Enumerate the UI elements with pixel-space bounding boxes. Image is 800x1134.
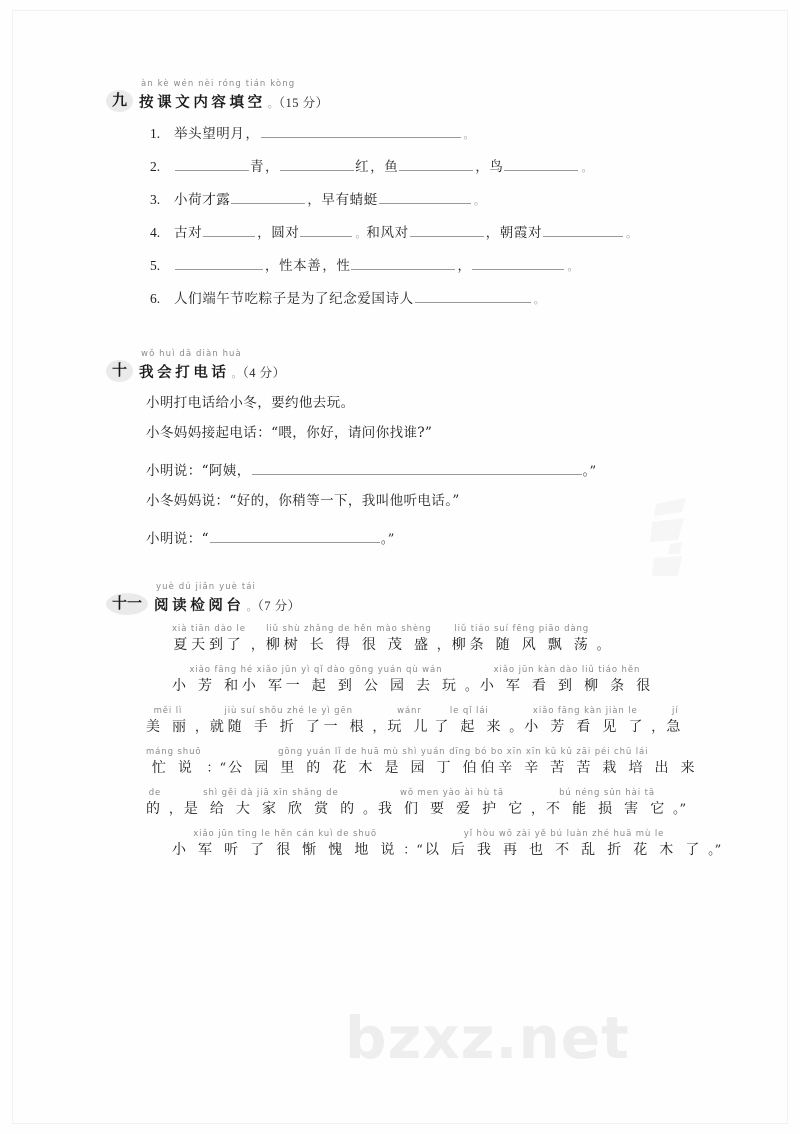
pinyin-annotation: xiǎo jūn tīng le hěn cán kuì de shuō bbox=[193, 829, 377, 839]
dialog-text: 小明说：“ bbox=[146, 531, 209, 547]
passage-line bbox=[146, 746, 706, 787]
answer-blank[interactable] bbox=[261, 124, 461, 138]
period-punctuation: 。 bbox=[533, 293, 545, 306]
passage-punctuation: 。 bbox=[596, 638, 610, 653]
pinyin-ruby-run bbox=[146, 705, 190, 738]
section-header-9 bbox=[108, 80, 708, 112]
passage-punctuation: ， bbox=[372, 720, 386, 735]
phone-dialog-block bbox=[146, 391, 708, 557]
pinyin-annotation: xiǎo fāng kàn jiàn le bbox=[532, 706, 638, 716]
dialog-line bbox=[146, 391, 708, 421]
pinyin-annotation: le qǐ lái bbox=[449, 706, 489, 716]
passage-punctuation: ：“ bbox=[403, 843, 423, 858]
passage-punctuation: 。 bbox=[509, 720, 523, 735]
hanzi-text: 了 起 来 bbox=[434, 719, 505, 735]
section-pinyin-11: yuè dú jiǎn yuè tái bbox=[156, 582, 257, 592]
fill-in-blank-list bbox=[150, 122, 708, 320]
pinyin-ruby-run bbox=[524, 705, 646, 738]
pinyin-annotation: xiǎo jūn kàn dào liǔ tiáo hěn bbox=[493, 665, 641, 675]
section-number-10: 十 bbox=[108, 358, 131, 382]
pinyin-ruby-run bbox=[172, 623, 246, 656]
pinyin-ruby-run bbox=[425, 828, 703, 861]
section-title-9: 按课文内容填空 bbox=[139, 95, 266, 111]
dialog-text: 小明打电话给小冬，要约他去玩。 bbox=[146, 395, 355, 411]
hanzi-text: 玩 儿 bbox=[387, 719, 432, 735]
pinyin-annotation: xiǎo fāng hé xiǎo jūn yì qǐ dào gōng yuán qù wán bbox=[189, 665, 443, 675]
passage-punctuation: ， bbox=[436, 638, 450, 653]
pinyin-annotation: wǒ men yào ài hù tā bbox=[399, 788, 504, 798]
passage-line bbox=[146, 623, 706, 664]
fill-blank-row bbox=[150, 188, 708, 221]
answer-blank[interactable] bbox=[300, 223, 352, 237]
item-text: 早有蜻蜓 bbox=[321, 192, 378, 208]
section-pinyin-9: àn kè wén nèi róng tián kòng bbox=[141, 79, 296, 89]
hanzi-text: 公 园 里 的 花 木 是 园 丁 伯伯辛 辛 苦 苦 栽 培 出 来 bbox=[228, 760, 699, 776]
pinyin-ruby-run bbox=[434, 705, 504, 738]
pinyin-ruby-run bbox=[210, 705, 368, 738]
pinyin-annotation: wánr bbox=[397, 706, 422, 716]
corner-watermark-icon bbox=[648, 496, 718, 586]
answer-blank[interactable] bbox=[472, 256, 564, 270]
answer-blank[interactable] bbox=[399, 157, 473, 171]
dialog-line bbox=[146, 527, 708, 557]
passage-punctuation: ， bbox=[168, 802, 182, 817]
comma-punctuation: ， bbox=[265, 160, 279, 175]
pinyin-annotation: jiù suí shǒu zhé le yì gēn bbox=[224, 706, 353, 716]
hanzi-text: 小 军 看 到 柳 条 很 bbox=[479, 678, 654, 694]
passage-punctuation: 。 bbox=[464, 679, 478, 694]
item-text: 性本善 bbox=[279, 258, 322, 274]
section-score-10: （4 分） bbox=[242, 366, 286, 380]
passage-punctuation: ， bbox=[531, 802, 545, 817]
passage-line bbox=[146, 828, 722, 869]
answer-blank[interactable] bbox=[175, 256, 263, 270]
comma-punctuation: ， bbox=[485, 226, 499, 241]
fill-blank-row bbox=[150, 155, 708, 188]
comma-punctuation: ， bbox=[257, 226, 271, 241]
pinyin-ruby-run bbox=[146, 787, 164, 820]
hanzi-text: 柳条 随 风 飘 荡 bbox=[451, 637, 592, 653]
pinyin-ruby-run bbox=[546, 787, 668, 820]
pinyin-ruby-run bbox=[666, 705, 684, 738]
comma-punctuation: ， bbox=[245, 127, 259, 142]
pinyin-annotation: liǔ tiáo suí fēng piāo dàng bbox=[454, 624, 590, 634]
section-title-10: 我会打电话 bbox=[139, 365, 230, 381]
comma-punctuation: ， bbox=[475, 160, 489, 175]
answer-blank[interactable] bbox=[379, 190, 471, 204]
answer-blank[interactable] bbox=[231, 190, 305, 204]
period-punctuation: 。 bbox=[473, 194, 485, 207]
fill-blank-row bbox=[150, 287, 708, 320]
fill-blank-row bbox=[150, 254, 708, 287]
hanzi-text: 是 给 大 家 欣 赏 的 bbox=[183, 801, 358, 817]
hanzi-text: 柳树 长 得 很 茂 盛 bbox=[265, 637, 432, 653]
item-text: 青 bbox=[250, 159, 265, 175]
comma-punctuation: ， bbox=[307, 193, 321, 208]
dialog-line bbox=[146, 489, 708, 519]
pinyin-ruby-run bbox=[266, 623, 432, 656]
pinyin-ruby-run bbox=[146, 746, 201, 779]
passage-punctuation: ：“ bbox=[206, 761, 227, 776]
dialog-text: 小明说：“阿姨， bbox=[146, 463, 251, 479]
answer-blank[interactable] bbox=[203, 223, 255, 237]
item-text: 鸟 bbox=[489, 159, 504, 175]
hanzi-text: 就随 手 折 了一 根 bbox=[209, 719, 368, 735]
passage-punctuation: 。 bbox=[362, 802, 376, 817]
dialog-text: 小冬妈妈接起电话：“喂，你好，请问你找谁?” bbox=[146, 425, 433, 441]
period-punctuation: 。 bbox=[581, 161, 593, 174]
item-text: 举头望明月 bbox=[174, 126, 245, 142]
section-title-11: 阅读检阅台 bbox=[154, 598, 245, 614]
comma-punctuation: ， bbox=[457, 259, 471, 274]
comma-punctuation: ， bbox=[265, 259, 279, 274]
hanzi-text: 夏天到了 bbox=[173, 637, 245, 653]
section-score-11: （7 分） bbox=[257, 599, 301, 613]
answer-blank[interactable] bbox=[175, 157, 249, 171]
pinyin-annotation: gōng yuán lǐ de huā mù shì yuán dīng bó bo xīn xīn kǔ kǔ zāi péi chū lái bbox=[278, 747, 649, 757]
answer-blank[interactable] bbox=[543, 223, 623, 237]
item-number: 3. bbox=[150, 192, 161, 207]
pinyin-ruby-run bbox=[184, 787, 358, 820]
reading-passage bbox=[146, 623, 722, 869]
passage-punctuation: ， bbox=[194, 720, 208, 735]
pinyin-annotation: shì gěi dà jiā xīn shǎng de bbox=[203, 788, 339, 798]
pinyin-ruby-run bbox=[480, 664, 654, 697]
dialog-closing-punctuation: 。” bbox=[582, 464, 597, 479]
answer-blank[interactable] bbox=[504, 157, 578, 171]
item-text: 小荷才露 bbox=[174, 192, 231, 208]
passage-line bbox=[146, 664, 706, 705]
pinyin-annotation: de bbox=[148, 788, 162, 798]
item-text: 人们端午节吃粽子是为了纪念爱国诗人 bbox=[174, 291, 414, 307]
pinyin-annotation: jí bbox=[671, 706, 679, 716]
comma-punctuation: ， bbox=[322, 259, 336, 274]
answer-blank[interactable] bbox=[210, 529, 380, 543]
pinyin-annotation: máng shuō bbox=[146, 747, 202, 757]
passage-line bbox=[146, 787, 706, 828]
item-text: 鱼 bbox=[384, 159, 399, 175]
passage-punctuation: 。” bbox=[673, 802, 687, 817]
dialog-closing-punctuation: 。” bbox=[380, 532, 395, 547]
answer-blank[interactable] bbox=[280, 157, 354, 171]
pinyin-ruby-run bbox=[388, 705, 432, 738]
section-number-9: 九 bbox=[108, 88, 131, 112]
period-punctuation: 。 bbox=[463, 128, 475, 141]
section-title-period-10: 。 bbox=[231, 367, 243, 380]
passage-punctuation: 。” bbox=[708, 843, 722, 858]
hanzi-text: 小 军 听 了 很 惭 愧 地 说 bbox=[172, 842, 399, 858]
dialog-line bbox=[146, 459, 708, 489]
answer-blank[interactable] bbox=[252, 461, 582, 475]
pinyin-ruby-run bbox=[172, 664, 460, 697]
pinyin-annotation: liǔ shù zhǎng de hěn mào shèng bbox=[266, 624, 432, 634]
answer-blank[interactable] bbox=[351, 256, 455, 270]
hanzi-text: 的 bbox=[146, 801, 164, 817]
passage-punctuation: ， bbox=[651, 720, 665, 735]
item-number: 6. bbox=[150, 291, 161, 306]
section-number-11: 十一 bbox=[108, 591, 146, 615]
section-header-10 bbox=[108, 350, 708, 382]
hanzi-text: 以 后 我 再 也 不 乱 折 花 木 了 bbox=[424, 842, 704, 858]
section-title-block-10 bbox=[139, 350, 286, 382]
pinyin-ruby-run bbox=[172, 828, 398, 861]
item-text: 性 bbox=[336, 258, 351, 274]
hanzi-text: 忙 说 bbox=[151, 760, 196, 776]
comma-punctuation: ， bbox=[370, 160, 384, 175]
passage-line bbox=[146, 705, 706, 746]
item-number: 5. bbox=[150, 258, 161, 273]
pinyin-annotation: xià tiān dào le bbox=[172, 624, 246, 634]
hanzi-text: 不 能 损 害 它 bbox=[546, 801, 669, 817]
pinyin-annotation: yǐ hòu wǒ zài yě bú luàn zhé huā mù le bbox=[463, 829, 665, 839]
pinyin-ruby-run bbox=[228, 746, 698, 779]
section-title-block-11 bbox=[154, 583, 301, 615]
item-text: 红 bbox=[355, 159, 370, 175]
section-pinyin-10: wǒ huì dǎ diàn huà bbox=[141, 349, 242, 359]
item-text: 古对 bbox=[174, 225, 203, 241]
dialog-text: 小冬妈妈说：“好的，你稍等一下，我叫他听电话。” bbox=[146, 493, 460, 509]
pinyin-annotation: měi lì bbox=[153, 706, 183, 716]
answer-blank[interactable] bbox=[415, 289, 531, 303]
period-punctuation: 。 bbox=[355, 227, 367, 240]
item-text: 朝霞对 bbox=[499, 225, 543, 241]
section-title-period-9: 。 bbox=[267, 97, 279, 110]
hanzi-text: 小 芳 看 见 了 bbox=[524, 719, 647, 735]
period-punctuation: 。 bbox=[567, 260, 579, 273]
answer-blank[interactable] bbox=[410, 223, 484, 237]
section-header-11 bbox=[108, 583, 708, 615]
pinyin-ruby-run bbox=[452, 623, 592, 656]
period-punctuation: 。 bbox=[626, 227, 638, 240]
hanzi-text: 小 芳 和小 军一 起 到 公 园 去 玩 bbox=[172, 678, 460, 694]
site-watermark: bzxz.net bbox=[345, 1004, 630, 1072]
dialog-line bbox=[146, 421, 708, 451]
hanzi-text: 美 丽 bbox=[146, 719, 190, 735]
hanzi-text: 急 bbox=[666, 719, 685, 735]
pinyin-ruby-run bbox=[378, 787, 526, 820]
item-text: 圆对 bbox=[271, 225, 300, 241]
section-score-9: （15 分） bbox=[278, 96, 329, 110]
item-number: 4. bbox=[150, 225, 161, 240]
item-text: 和风对 bbox=[366, 225, 409, 241]
fill-blank-row bbox=[150, 221, 708, 254]
item-number: 1. bbox=[150, 126, 161, 141]
hanzi-text: 我 们 要 爱 护 它 bbox=[377, 801, 527, 817]
fill-blank-row bbox=[150, 122, 708, 155]
passage-punctuation: ， bbox=[250, 638, 264, 653]
item-number: 2. bbox=[150, 159, 161, 174]
section-title-period-11: 。 bbox=[246, 600, 258, 613]
section-title-block-9 bbox=[139, 80, 329, 112]
worksheet-content bbox=[108, 79, 722, 869]
pinyin-annotation: bú néng sǔn hài tā bbox=[559, 788, 655, 798]
